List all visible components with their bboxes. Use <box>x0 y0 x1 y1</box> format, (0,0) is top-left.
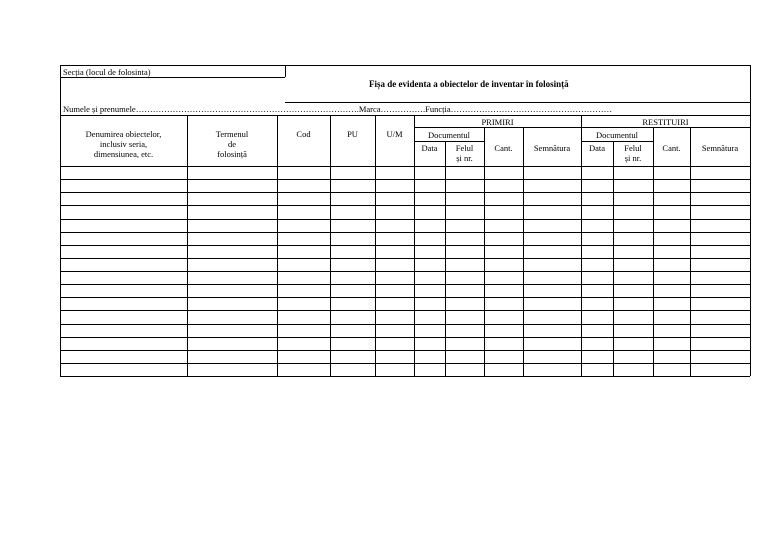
column-rule <box>653 127 654 376</box>
documentul-bottom <box>581 141 653 142</box>
table-row <box>60 205 750 206</box>
header-pu: PU <box>347 129 358 139</box>
header-termenul-line1: Termenul <box>215 129 249 139</box>
header-felul-line1: Felul <box>455 143 474 153</box>
group-header-bottom <box>414 127 750 128</box>
header-felul-line2: și nr. <box>624 153 642 163</box>
column-rule <box>523 127 524 376</box>
table-row <box>60 310 750 311</box>
header-semnatura-primiri: Semnătura <box>533 143 571 153</box>
table-row <box>60 297 750 298</box>
marca-label: Marca <box>358 104 381 114</box>
table-row <box>60 337 750 338</box>
header-termenul-line2: de <box>227 139 237 149</box>
functia-label: Funcția <box>425 104 451 114</box>
header-denumirea-line2: inclusiv seria, <box>99 139 148 149</box>
table-row <box>60 376 750 377</box>
header-documentul-restituiri: Documentul <box>595 130 639 140</box>
header-cant-primiri: Cant. <box>494 143 513 153</box>
header-bottom <box>60 166 750 167</box>
header-termenul <box>187 129 277 159</box>
table-row <box>60 324 750 325</box>
header-data-primiri: Data <box>421 143 438 153</box>
header-felul-restituiri <box>613 143 653 163</box>
table-row <box>60 192 750 193</box>
right-border <box>750 65 751 376</box>
top-border <box>60 65 750 66</box>
table-row <box>60 219 750 220</box>
header-cant-restituiri: Cant. <box>662 143 681 153</box>
header-felul-line1: Felul <box>624 143 642 153</box>
table-row <box>60 232 750 233</box>
header-cod: Cod <box>296 129 311 139</box>
header-um: U/M <box>386 129 403 139</box>
header-top <box>60 115 750 116</box>
functia-dots: ………………………………………………… <box>450 104 613 114</box>
header-felul-line2: și nr. <box>456 153 473 163</box>
header-denumirea-line1: Denumirea obiectelor, <box>85 129 162 139</box>
name-label: Numele și prenumele <box>63 104 136 114</box>
column-rule <box>690 127 691 376</box>
section-label: Secția (locul de folosinta) <box>63 67 151 77</box>
name-line <box>63 104 612 114</box>
header-termenul-line3: folosință <box>217 149 247 159</box>
table-row <box>60 271 750 272</box>
table-row <box>60 284 750 285</box>
header-felul-primiri <box>445 143 484 163</box>
header-data-restituiri: Data <box>588 143 606 153</box>
name-dots: ……………………………………………………………………. <box>135 104 359 114</box>
documentul-bottom <box>414 141 484 142</box>
header-documentul-primiri: Documentul <box>427 130 471 140</box>
section-box-right <box>285 65 286 77</box>
left-border <box>60 65 61 376</box>
header-denumirea <box>60 129 187 159</box>
table-row <box>60 258 750 259</box>
title-area-bottom <box>285 102 750 103</box>
table-row <box>60 179 750 180</box>
table-row <box>60 245 750 246</box>
section-box-bottom <box>60 77 285 78</box>
table-row <box>60 350 750 351</box>
header-primiri: PRIMIRI <box>481 117 514 127</box>
marca-dots: ……………. <box>380 104 426 114</box>
table-row <box>60 363 750 364</box>
header-denumirea-line3: dimensiunea, etc. <box>93 149 154 159</box>
form-title: Fișa de evidenta a obiectelor de inventar în folosință <box>369 79 569 89</box>
header-semnatura-restituiri: Semnătura <box>701 143 739 153</box>
column-rule <box>484 127 485 376</box>
header-restituiri: RESTITUIRI <box>642 117 689 127</box>
